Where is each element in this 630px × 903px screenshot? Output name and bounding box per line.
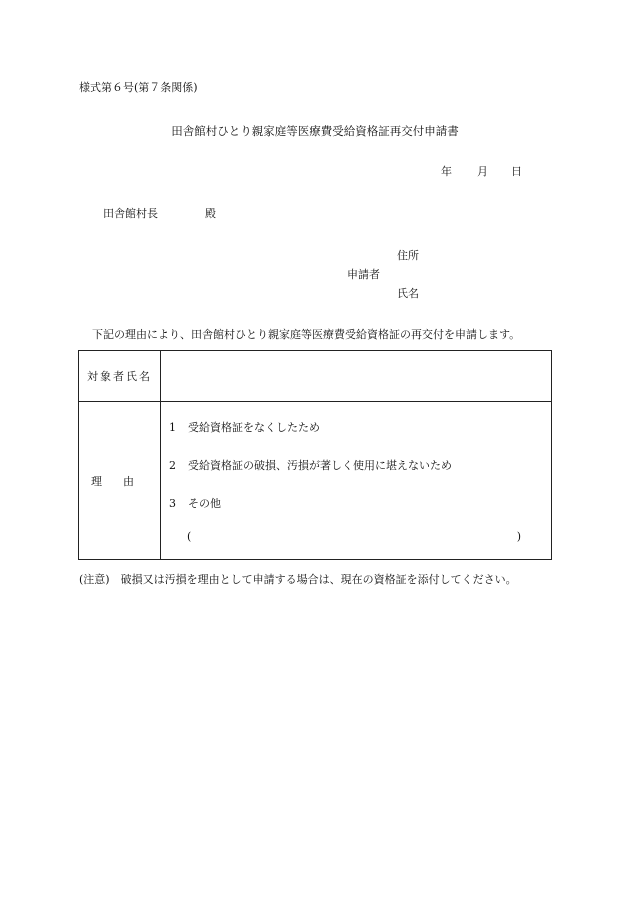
reason-option-damaged[interactable] bbox=[169, 459, 452, 473]
address-label: 住所 bbox=[397, 249, 419, 262]
target-person-row bbox=[79, 351, 552, 402]
reason-number: 1 bbox=[169, 421, 176, 434]
addressee-honorific: 殿 bbox=[205, 207, 216, 220]
reason-number: 2 bbox=[169, 459, 176, 472]
date-day-label: 日 bbox=[511, 165, 522, 178]
reason-text: 受給資格証をなくしたため bbox=[188, 421, 320, 434]
reason-row bbox=[79, 402, 552, 560]
form-number: 様式第６号(第７条関係) bbox=[79, 81, 198, 94]
reason-label-cell bbox=[79, 402, 161, 560]
date-month-label: 月 bbox=[477, 165, 488, 178]
reason-label-char-2: 由 bbox=[123, 474, 134, 488]
reason-text: その他 bbox=[188, 497, 221, 510]
target-person-field[interactable] bbox=[161, 351, 552, 402]
other-reason-paren-close: ) bbox=[516, 530, 521, 543]
reason-number: 3 bbox=[169, 497, 176, 510]
other-reason-paren-open: ( bbox=[187, 530, 192, 543]
attention-note: (注意) 破損又は汚損を理由として申請する場合は、現在の資格証を添付してください。 bbox=[79, 573, 517, 586]
reason-options-cell[interactable] bbox=[161, 402, 552, 560]
applicant-label: 申請者 bbox=[347, 268, 380, 281]
addressee-name: 田舎館村長 bbox=[103, 207, 158, 220]
reason-option-lost[interactable] bbox=[169, 421, 320, 435]
reason-label-char-1: 理 bbox=[91, 474, 102, 488]
date-year-label: 年 bbox=[441, 165, 452, 178]
reissue-form-table bbox=[78, 350, 552, 560]
reason-text: 受給資格証の破損、汚損が著しく使用に堪えないため bbox=[188, 459, 452, 472]
reason-option-other[interactable] bbox=[169, 497, 221, 511]
document-title: 田舎館村ひとり親家庭等医療費受給資格証再交付申請書 bbox=[171, 124, 459, 138]
target-person-label: 対象者氏名 bbox=[79, 351, 161, 402]
request-statement: 下記の理由により、田舎館村ひとり親家庭等医療費受給資格証の再交付を申請します。 bbox=[92, 328, 521, 341]
name-label: 氏名 bbox=[397, 287, 419, 300]
